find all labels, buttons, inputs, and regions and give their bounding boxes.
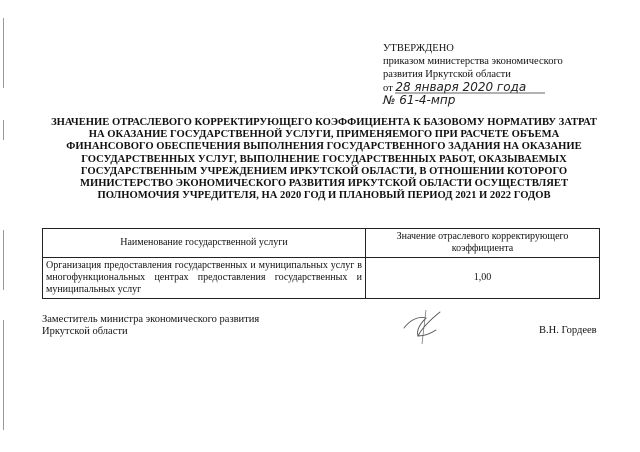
signatory-position: [42, 314, 259, 338]
handwritten-signature-icon: [396, 306, 452, 346]
header-service-name: Наименование государственной услуги: [43, 229, 366, 258]
coefficient-table: [42, 228, 600, 299]
cell-coefficient-value: 1,00: [366, 258, 600, 299]
signatory-position-line-2: Иркутской области: [42, 326, 128, 337]
signatory-position-line-1: Заместитель министра экономического развития: [42, 314, 260, 325]
table-header-row: [43, 229, 600, 258]
approval-from-label: от: [383, 83, 393, 94]
approval-heading: УТВЕРЖДЕНО: [383, 43, 454, 54]
scan-edge-marks: [3, 0, 5, 452]
approval-date-handwritten: 28 января 2020 года: [395, 80, 527, 94]
document-title: ЗНАЧЕНИЕ ОТРАСЛЕВОГО КОРРЕКТИРУЮЩЕГО КОЭФФИЦИЕНТА К БАЗОВОМУ НОРМАТИВУ ЗАТРАТ НА ОКАЗАНИЕ ГОСУДАРСТВЕННОЙ УСЛУГИ, ПРИМЕНЯЕМОГО ПРИ РАСЧЕТЕ ОБЪЕМА ФИНАНСОВОГО ОБЕСПЕЧЕНИЯ ВЫПОЛНЕНИЯ ГОСУДАРСТВЕННОГО ЗАДАНИЯ НА ОКАЗАНИЕ ГОСУДАРСТВЕННЫХ УСЛУГ, ВЫПОЛНЕНИЕ ГОСУДАРСТВЕННЫХ РАБОТ, ОКАЗЫВАЕМЫХ ГОСУДАРСТВЕННЫМ УЧРЕЖДЕНИЕМ ИРКУТСКОЙ ОБЛАСТИ, В ОТНОШЕНИИ КОТОРОГО МИНИСТЕРСТВО ЭКОНОМИЧЕСКОГО РАЗВИТИЯ ИРКУТСКОЙ ОБЛАСТИ ОСУЩЕСТВЛЯЕТ ПОЛНОМОЧИЯ УЧРЕДИТЕЛЯ, НА 2020 ГОД И ПЛАНОВЫЙ ПЕРИОД 2021 И 2022 ГОДОВ: [51, 117, 597, 202]
signatory-name: В.Н. Гордеев: [539, 325, 597, 336]
approval-line-2: развития Иркутской области: [383, 69, 511, 80]
approval-line-1: приказом министерства экономического: [383, 56, 563, 67]
cell-service-name: Организация предоставления государственных и муниципальных услуг в многофункциональных центрах предоставления государственных и муниципальных услуг: [43, 258, 366, 299]
table-row: [43, 258, 600, 299]
approval-number-handwritten: № 61-4-мпр: [383, 93, 456, 107]
approval-stamp-block: [383, 42, 623, 107]
header-coefficient-value: Значение отраслевого корректирующего коэффициента: [366, 229, 600, 258]
